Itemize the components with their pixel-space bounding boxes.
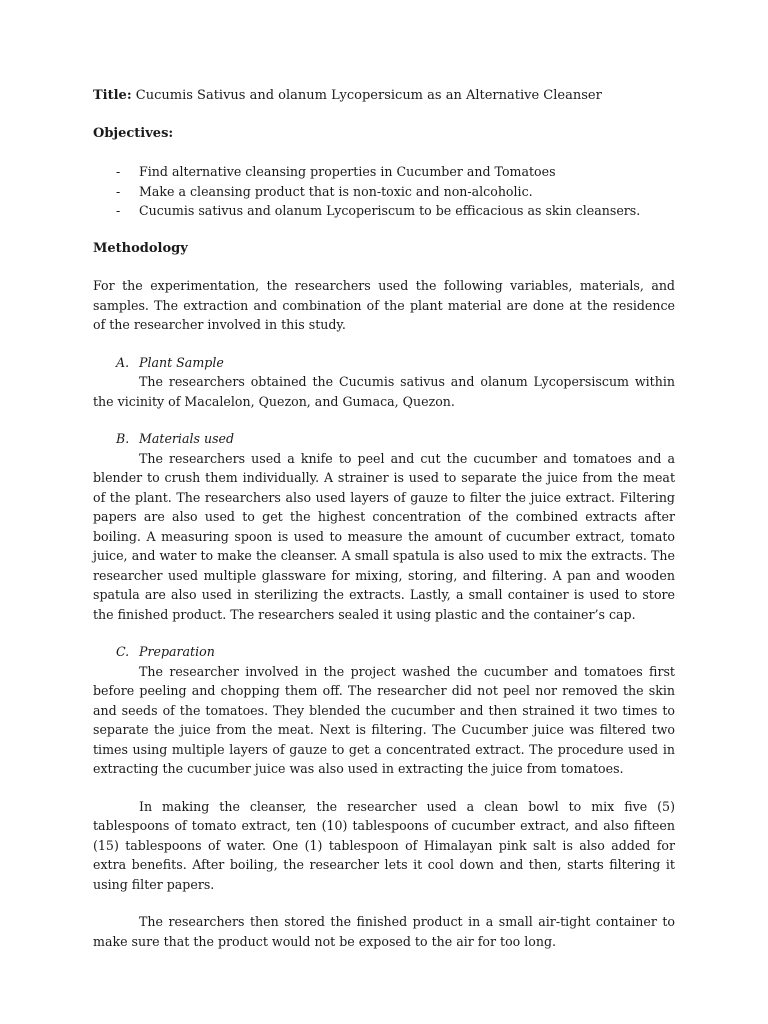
- section-letter: B.: [116, 431, 130, 446]
- section-preparation: [93, 642, 675, 951]
- bullet-dash: -: [116, 203, 121, 218]
- objective-item: [93, 201, 675, 221]
- section-title: Preparation: [139, 644, 215, 659]
- section-paragraph: The researchers used a knife to peel and cut the cucumber and tomatoes and a blender to crush them individually. A strainer is used to separate the juice from the meat of the plant. The researchers also used layers of gauze to filter the juice extract. Filtering papers are also used to get the highest concentration of the combined extracts after boiling. A measuring spoon is used to measure the amount of cucumber extract, tomato juice, and water to make the cleanser. A small spatula is also used to mix the extracts. The researcher used multiple glassware for mixing, storing, and filtering. A pan and wooden spatula are also used in sterilizing the extracts. Lastly, a small container is used to store the finished product. The researchers sealed it using plastic and the container’s cap.: [93, 450, 675, 622]
- section-heading: [93, 353, 675, 373]
- methodology-intro: For the experimentation, the researchers used the following variables, materials, and samples. The extraction and combination of the plant material are done at the residence of the researcher involved in this study.: [93, 278, 675, 332]
- section-heading: [93, 642, 675, 662]
- document-page: [93, 86, 675, 969]
- section-paragraph: The researcher involved in the project washed the cucumber and tomatoes first before peeling and chopping them off. The researcher did not peel nor removed the skin and seeds of the tomatoes. They blended the cucumber and then strained it two times to separate the juice from the meat. Next is filtering. The Cucumber juice was filtered two times using multiple layers of gauze to get a concentrated extract. The procedure used in extracting the cucumber juice was also used in extracting the juice from tomatoes.: [93, 663, 675, 776]
- objectives-heading: Objectives:: [93, 125, 174, 141]
- title-text: Cucumis Sativus and olanum Lycopersicum as an Alternative Cleanser: [135, 88, 602, 103]
- section-paragraph: The researchers obtained the Cucumis sativus and olanum Lycopersiscum within the vicinity of Macalelon, Quezon, and Gumaca, Quezon.: [93, 374, 675, 409]
- methodology-heading: Methodology: [93, 240, 188, 256]
- bullet-dash: -: [116, 183, 121, 199]
- objectives-list: [93, 162, 675, 221]
- objective-text: Make a cleansing product that is non-toxic and non-alcoholic.: [139, 183, 533, 199]
- section-letter: C.: [116, 644, 130, 659]
- section-letter: A.: [116, 354, 130, 370]
- document-title: [93, 86, 675, 106]
- section-title: Plant Sample: [139, 354, 224, 370]
- bullet-dash: -: [116, 164, 121, 179]
- section-paragraph: The researchers then stored the finished product in a small air-tight container to make sure that the product would not be exposed to the air for too long.: [93, 914, 675, 949]
- section-plant-sample: [93, 353, 675, 412]
- objective-text: Cucumis sativus and olanum Lycoperiscum to be efficacious as skin cleansers.: [139, 203, 641, 218]
- objective-item: [93, 162, 675, 182]
- objective-text: Find alternative cleansing properties in Cucumber and Tomatoes: [139, 164, 556, 179]
- section-materials-used: [93, 429, 675, 624]
- objective-item: [93, 182, 675, 202]
- section-heading: [93, 429, 675, 449]
- section-paragraph: In making the cleanser, the researcher used a clean bowl to mix five (5) tablespoons of tomato extract, ten (10) tablespoons of cucumber extract, and also fifteen (15) tablespoons of water. One (1) tablespoon of Himalayan pink salt is also added for extra benefits. After boiling, the researcher lets it cool down and then, starts filtering it using filter papers.: [93, 798, 675, 892]
- section-title: Materials used: [139, 431, 235, 446]
- title-label: Title:: [93, 88, 132, 103]
